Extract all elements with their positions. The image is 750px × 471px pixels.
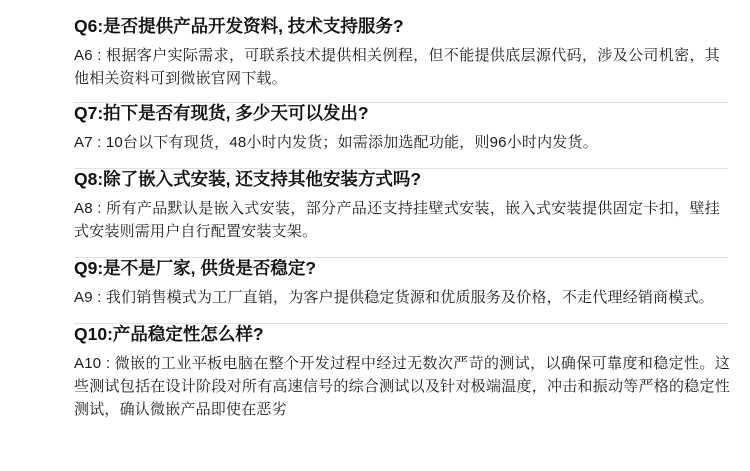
faq-question: Q9:是不是厂家, 供货是否稳定? (74, 258, 317, 279)
faq-answer: A7 : 10台以下有现货，48小时内发货；如需添加选配功能，则96小时内发货。 (74, 133, 598, 151)
faq-item (14, 323, 736, 421)
faq-item (14, 102, 736, 154)
faq-item (14, 257, 736, 309)
faq-item (14, 168, 736, 243)
faq-question: Q8:除了嵌入式安装, 还支持其他安装方式吗? (74, 169, 422, 189)
divider (74, 323, 728, 324)
faq-answer: A10 : 微嵌的工业平板电脑在整个开发过程中经过无数次严苛的测试，以确保可靠度和稳定性。这些测试包括在设计阶段对所有高速信号的综合测试以及针对极端温度，冲击和振动等严格的稳定性测试，确认微嵌产品即使在恶劣 (74, 354, 730, 419)
faq-answer: A8 : 所有产品默认是嵌入式安装，部分产品还支持挂壁式安装，嵌入式安装提供固定卡扣，壁挂式安装则需用户自行配置安装支架。 (74, 199, 720, 240)
faq-item (14, 15, 736, 90)
faq-question: Q6:是否提供产品开发资料, 技术支持服务? (74, 16, 404, 36)
divider (74, 102, 728, 103)
faq-question: Q7:拍下是否有现货, 多少天可以发出? (74, 103, 369, 124)
divider (74, 168, 728, 169)
faq-answer: A6 : 根据客户实际需求，可联系技术提供相关例程，但不能提供底层源代码，涉及公司机密，其他相关资料可到微嵌官网下载。 (74, 46, 720, 87)
faq-answer: A9 : 我们销售模式为工厂直销，为客户提供稳定货源和优质服务及价格，不走代理经销商模式。 (74, 288, 714, 306)
divider (74, 257, 728, 258)
faq-question: Q10:产品稳定性怎么样? (74, 324, 264, 344)
